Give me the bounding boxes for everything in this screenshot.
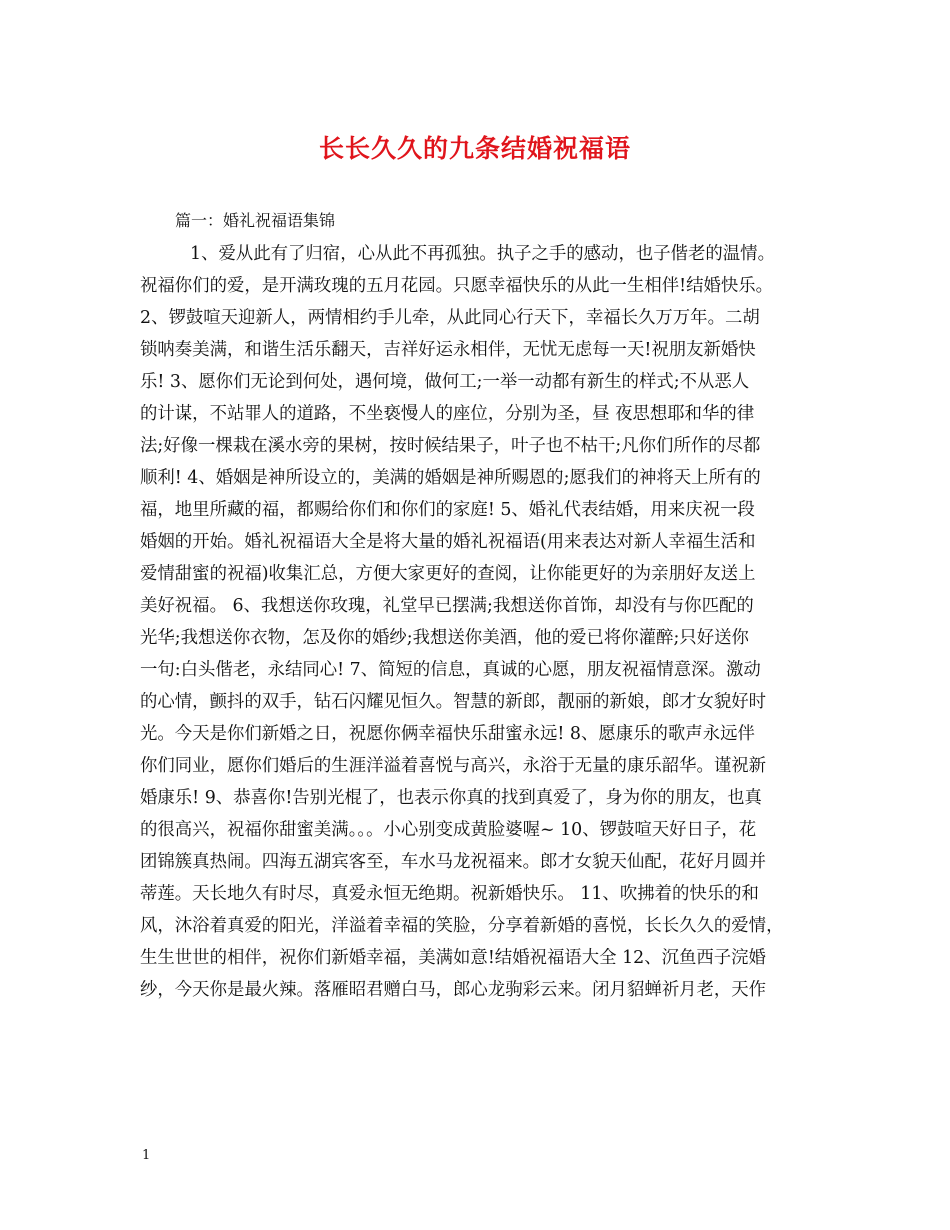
text-line: 光华;我想送你衣物，怎及你的婚纱;我想送你美酒，他的爱已将你灌醉;只好送你 (140, 628, 749, 648)
text-line: 你们同业，愿你们婚后的生涯洋溢着喜悦与高兴，永浴于无量的康乐韶华。谨祝新 (140, 756, 767, 776)
body-text (140, 238, 830, 1006)
page-number: 1 (142, 1148, 151, 1163)
text-line: 光。今天是你们新婚之日，祝愿你俩幸福快乐甜蜜永远! 8、愿康乐的歌声永远伴 (140, 724, 755, 744)
text-line: 一句:白头偕老，永结同心! 7、简短的信息，真诚的心愿，朋友祝福情意深。激动 (140, 660, 761, 680)
text-line: 婚姻的开始。婚礼祝福语大全是将大量的婚礼祝福语(用来表达对新人幸福生活和 (140, 532, 756, 552)
text-line: 的很高兴，祝福你甜蜜美满。。。小心别变成黄脸婆喔~ 10、锣鼓喧天好日子，花 (140, 820, 757, 840)
text-line: 团锦簇真热闹。四海五湖宾客至，车水马龙祝福来。郎才女貌天仙配，花好月圆并 (140, 852, 767, 872)
text-line: 顺利! 4、婚姻是神所设立的，美满的婚姻是神所赐恩的;愿我们的神将天上所有的 (140, 468, 761, 488)
text-line: 生生世世的相伴，祝你们新婚幸福，美满如意!结婚祝福语大全 12、沉鱼西子浣婚 (140, 948, 766, 968)
text-line: 2、锣鼓喧天迎新人，两情相约手儿牵，从此同心行天下，幸福长久万万年。二胡 (140, 308, 760, 328)
text-line: 1、爱从此有了归宿，心从此不再孤独。执子之手的感动，也子偕老的温情。 (190, 244, 775, 264)
text-line: 乐! 3、愿你们无论到何处，遇何境，做何工;一举一动都有新生的样式;不从恶人 (140, 372, 750, 392)
text-line: 风，沐浴着真爱的阳光，洋溢着幸福的笑脸，分享着新婚的喜悦，长长久久的爱情， (140, 916, 784, 936)
text-line: 的心情，颤抖的双手，钻石闪耀见恒久。智慧的新郎，靓丽的新娘，郎才女貌好时 (140, 692, 767, 712)
text-line: 爱情甜蜜的祝福)收集汇总，方便大家更好的查阅，让你能更好的为亲朋好友送上 (140, 564, 756, 584)
text-line: 婚康乐! 9、恭喜你!告别光棍了，也表示你真的找到真爱了，身为你的朋友，也真 (140, 788, 762, 808)
document-title: 长长久久的九条结婚祝福语 (318, 134, 631, 163)
text-line: 蒂莲。天长地久有时尽，真爱永恒无绝期。祝新婚快乐。 11、吹拂着的快乐的和 (140, 884, 759, 904)
text-line: 福，地里所藏的福，都赐给你们和你们的家庭! 5、婚礼代表结婚，用来庆祝一段 (140, 500, 755, 520)
text-line: 法;好像一棵栽在溪水旁的果树，按时候结果子，叶子也不枯干;凡你们所作的尽都 (140, 436, 761, 456)
text-line: 锁呐奏美满，和谐生活乐翻天，吉祥好运永相伴，无忧无虑每一天!祝朋友新婚快 (140, 340, 756, 360)
text-line: 纱，今天你是最火辣。落雁昭君赠白马，郎心龙驹彩云来。闭月貂蝉祈月老，天作 (140, 980, 767, 1000)
text-line: 美好祝福。 6、我想送你玫瑰，礼堂早已摆满;我想送你首饰，却没有与你匹配的 (140, 596, 754, 616)
text-line: 祝福你们的爱，是开满玫瑰的五月花园。只愿幸福快乐的从此一生相伴!结婚快乐。 (140, 276, 774, 296)
section-heading: 篇一：婚礼祝福语集锦 (175, 211, 336, 230)
text-line: 的计谋，不站罪人的道路，不坐亵慢人的座位，分别为圣，昼 夜思想耶和华的律 (140, 404, 755, 424)
